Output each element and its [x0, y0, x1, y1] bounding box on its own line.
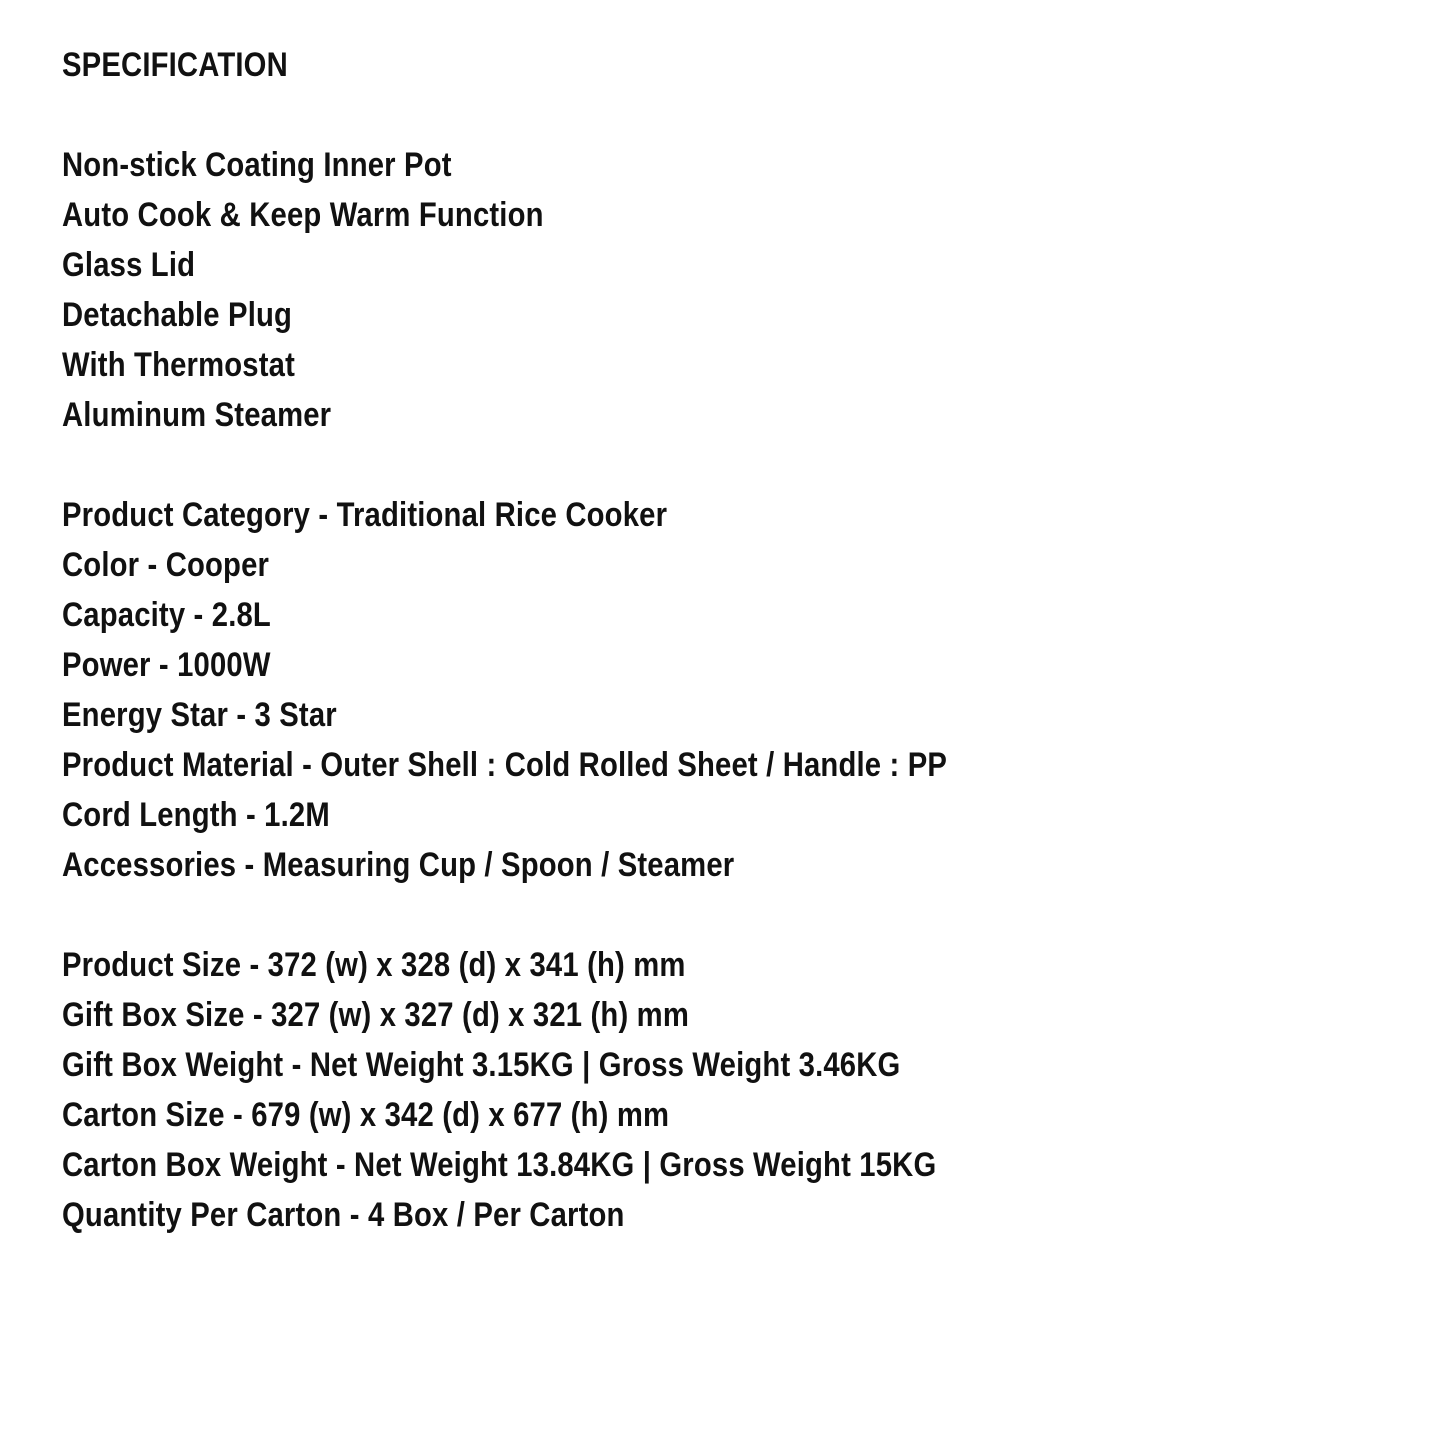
detail-item: Energy Star - 3 Star	[62, 696, 337, 734]
feature-item: With Thermostat	[62, 346, 295, 384]
feature-item: Glass Lid	[62, 246, 196, 284]
packaging-item: Product Size - 372 (w) x 328 (d) x 341 (h) mm	[62, 946, 686, 984]
detail-item: Accessories - Measuring Cup / Spoon / Steamer	[62, 846, 735, 884]
feature-item: Auto Cook & Keep Warm Function	[62, 196, 544, 234]
details-list	[62, 490, 1214, 890]
packaging-item: Carton Size - 679 (w) x 342 (d) x 677 (h) mm	[62, 1096, 670, 1134]
detail-item: Product Category - Traditional Rice Cooker	[62, 496, 668, 534]
detail-item: Cord Length - 1.2M	[62, 796, 330, 834]
detail-item: Color - Cooper	[62, 546, 270, 584]
feature-item: Non-stick Coating Inner Pot	[62, 146, 452, 184]
packaging-item: Carton Box Weight - Net Weight 13.84KG | Gross Weight 15KG	[62, 1146, 937, 1184]
detail-item: Power - 1000W	[62, 646, 271, 684]
packaging-item: Quantity Per Carton - 4 Box / Per Carton	[62, 1196, 625, 1234]
packaging-list	[62, 940, 1214, 1240]
specification-sheet	[62, 40, 1214, 1240]
page-title: SPECIFICATION	[62, 46, 288, 84]
detail-item: Capacity - 2.8L	[62, 596, 271, 634]
feature-item: Detachable Plug	[62, 296, 293, 334]
packaging-item: Gift Box Weight - Net Weight 3.15KG | Gross Weight 3.46KG	[62, 1046, 901, 1084]
detail-item: Product Material - Outer Shell : Cold Rolled Sheet / Handle : PP	[62, 746, 948, 784]
packaging-item: Gift Box Size - 327 (w) x 327 (d) x 321 (h) mm	[62, 996, 689, 1034]
features-list	[62, 140, 1214, 440]
feature-item: Aluminum Steamer	[62, 396, 332, 434]
